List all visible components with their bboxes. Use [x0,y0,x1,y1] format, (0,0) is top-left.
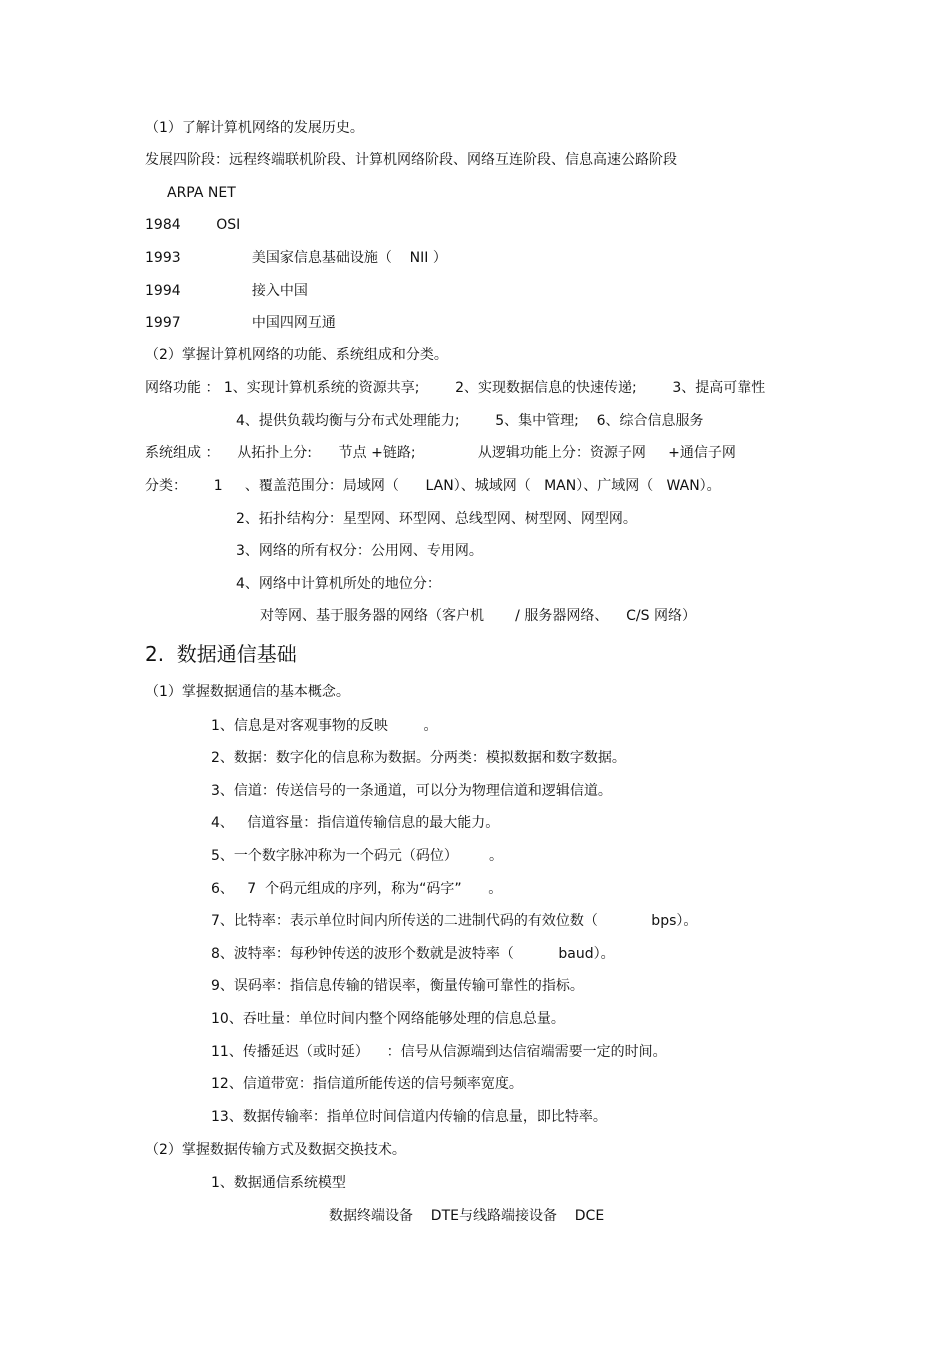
text-line: ARPA NET [167,185,236,201]
text-line: 2、拓扑结构分：星型网、环型网、总线型网、树型网、网型网。 [236,511,637,527]
list-item: 6、 7 个码元组成的序列，称为“码字” 。 [211,881,503,897]
list-item: 8、波特率：每秒钟传送的波形个数就是波特率（ baud）。 [211,946,615,962]
text-line: （2）掌握数据传输方式及数据交换技术。 [145,1142,406,1158]
text-line: 4、网络中计算机所处的地位分： [236,576,441,592]
text-line: 发展四阶段：远程终端联机阶段、计算机网络阶段、网络互连阶段、信息高速公路阶段 [145,152,677,168]
text-line: 1993 美国家信息基础设施（ NII ） [145,250,447,266]
list-item: 13、数据传输率：指单位时间信道内传输的信息量，即比特率。 [211,1109,607,1125]
list-item: 3、信道：传送信号的一条通道，可以分为物理信道和逻辑信道。 [211,783,612,799]
list-item: 2、数据：数字化的信息称为数据。分两类：模拟数据和数字数据。 [211,750,626,766]
text-line: 1994 接入中国 [145,283,308,299]
list-item: 7、比特率：表示单位时间内所传送的二进制代码的有效位数（ bps）。 [211,913,698,929]
section-heading: 2. 数据通信基础 [145,642,297,666]
text-line: （1）了解计算机网络的发展历史。 [145,120,364,136]
list-item: 5、一个数字脉冲称为一个码元（码位） 。 [211,848,504,864]
text-line: 数据终端设备 DTE与线路端接设备 DCE [329,1208,605,1224]
text-line: （1）掌握数据通信的基本概念。 [145,684,350,700]
list-item: 12、信道带宽：指信道所能传送的信号频率宽度。 [211,1076,523,1092]
list-item: 11、传播延迟（或时延） ：信号从信源端到达信宿端需要一定的时间。 [211,1044,667,1060]
list-item: 10、吞吐量：单位时间内整个网络能够处理的信息总量。 [211,1011,565,1027]
text-line: 对等网、基于服务器的网络（客户机 / 服务器网络、 C/S 网络） [260,608,696,624]
list-item: 1、数据通信系统模型 [211,1175,346,1191]
list-item: 9、误码率：指信息传输的错误率，衡量传输可靠性的指标。 [211,978,584,994]
text-line: 1984 OSI [145,217,241,233]
text-line: 系统组成 ： 从拓扑上分: 节点 +链路; 从逻辑功能上分：资源子网 +通信子网 [145,445,736,461]
list-item: 4、 信道容量：指信道传输信息的最大能力。 [211,815,500,831]
text-line: 3、网络的所有权分：公用网、专用网。 [236,543,483,559]
list-item: 1、信息是对客观事物的反映 。 [211,718,438,734]
text-line: 网络功能 ： 1、实现计算机系统的资源共享; 2、实现数据信息的快速传递; 3、提高可靠性 [145,380,766,396]
text-line: （2）掌握计算机网络的功能、系统组成和分类。 [145,347,448,363]
text-line: 分类： 1 、覆盖范围分：局域网（ LAN）、城域网（ MAN）、广域网（ WAN）。 [145,478,721,494]
text-line: 1997 中国四网互通 [145,315,336,331]
text-line: 4、提供负载均衡与分布式处理能力; 5、集中管理; 6、综合信息服务 [236,413,704,429]
